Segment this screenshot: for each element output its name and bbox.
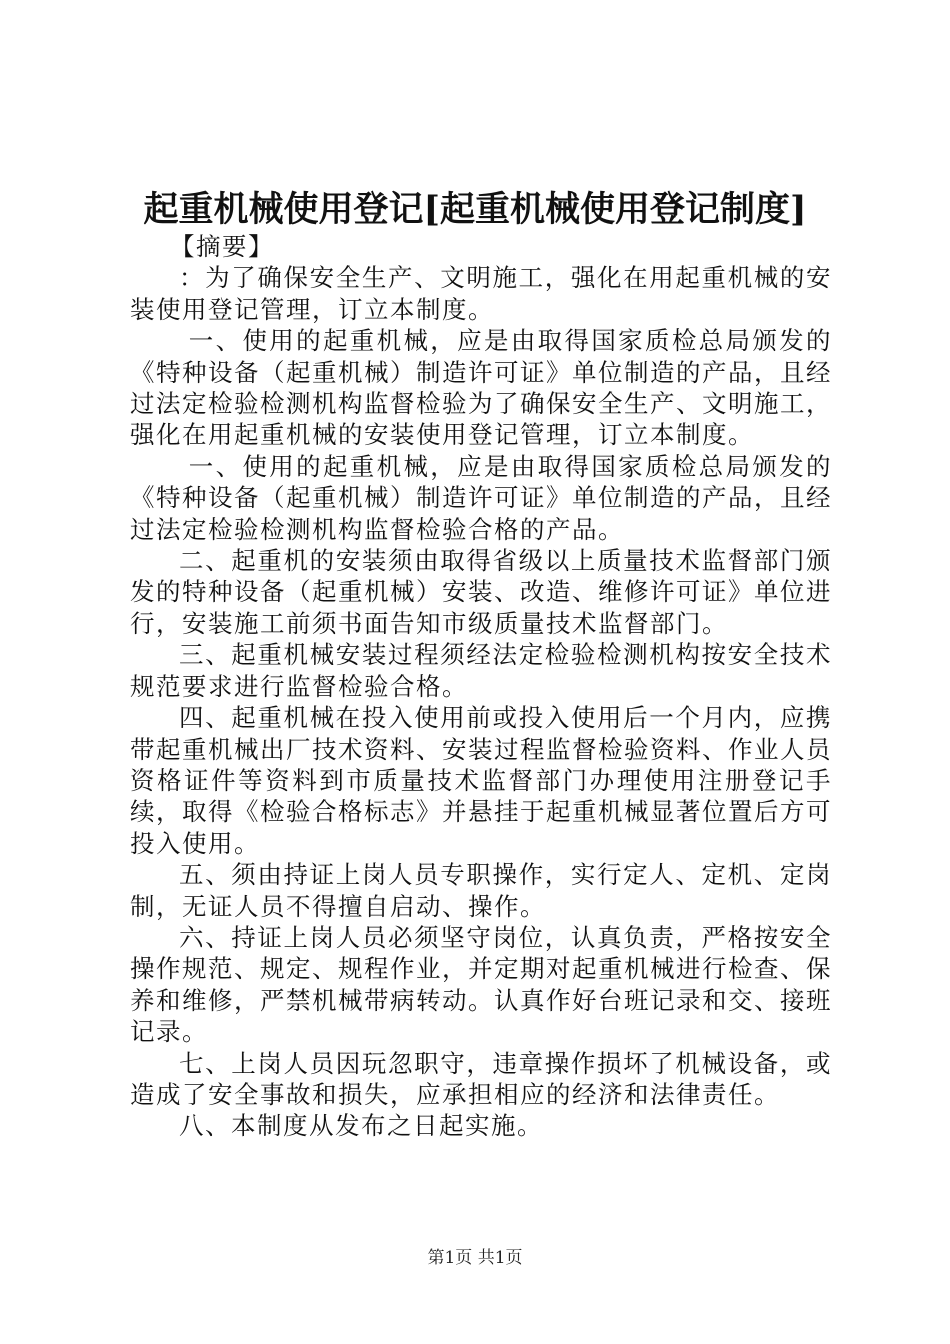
document-title: 起重机械使用登记[起重机械使用登记制度] bbox=[143, 189, 807, 230]
document-body bbox=[130, 231, 832, 1142]
clause-paragraph: 四、起重机械在投入使用前或投入使用后一个月内，应携带起重机械出厂技术资料、安装过程监督检验资料、作业人员资格证件等资料到市质量技术监督部门办理使用注册登记手续，取得《检验合格标志》并悬挂于起重机械显著位置后方可投入使用。 bbox=[130, 703, 832, 858]
clause-paragraph: 六、持证上岗人员必须坚守岗位，认真负责，严格按安全操作规范、规定、规程作业，并定期对起重机械进行检查、保养和维修，严禁机械带病转动。认真作好台班记录和交、接班记录。 bbox=[130, 922, 832, 1047]
clause-paragraph: 一、使用的起重机械，应是由取得国家质检总局颁发的《特种设备（起重机械）制造许可证》单位制造的产品，且经过法定检验检测机构监督检验合格的产品。 bbox=[130, 451, 832, 544]
clause-paragraph: 八、本制度从发布之日起实施。 bbox=[179, 1111, 543, 1141]
page-footer: 第1页 共1页 bbox=[427, 1248, 523, 1268]
clause-paragraph: 一、使用的起重机械，应是由取得国家质检总局颁发的《特种设备（起重机械）制造许可证》单位制造的产品，且经过法定检验检测机构监督检验为了确保安全生产、文明施工，强化在用起重机械的安装使用登记管理，订立本制度。 bbox=[130, 326, 832, 450]
clause-paragraph: 五、须由持证上岗人员专职操作，实行定人、定机、定岗制，无证人员不得擅自启动、操作。 bbox=[130, 860, 832, 921]
clause-paragraph: 二、起重机的安装须由取得省级以上质量技术监督部门颁发的特种设备（起重机械）安装、改造、维修许可证》单位进行，安装施工前须书面告知市级质量技术监督部门。 bbox=[130, 546, 832, 638]
clause-paragraph: 三、起重机械安装过程须经法定检验检测机构按安全技术规范要求进行监督检验合格。 bbox=[130, 640, 832, 701]
abstract-heading: 【摘要】 bbox=[170, 232, 274, 261]
clause-paragraph: 七、上岗人员因玩忽职守，违章操作损坏了机械设备，或造成了安全事故和损失，应承担相应的经济和法律责任。 bbox=[130, 1048, 832, 1109]
abstract-paragraph: ：为了确保安全生产、文明施工，强化在用起重机械的安装使用登记管理，订立本制度。 bbox=[130, 263, 832, 324]
